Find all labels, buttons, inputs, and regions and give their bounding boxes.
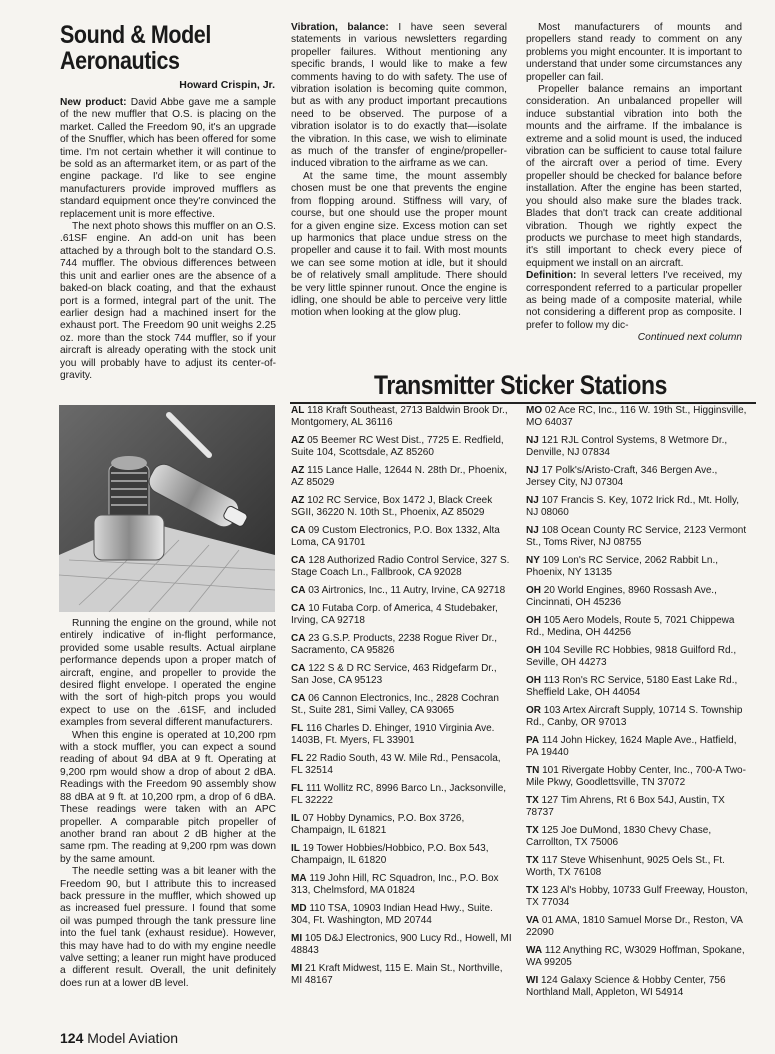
- state-code: FL: [291, 782, 304, 794]
- state-code: TX: [526, 825, 539, 836]
- station-address: 111 Wollitz RC, 8996 Barco Ln., Jacksonville, FL 32222: [291, 782, 507, 806]
- state-code: TX: [526, 885, 539, 896]
- sticker-station: [526, 555, 748, 580]
- station-address: 05 Beemer RC West Dist., 7725 E. Redfield, Suite 104, Scottsdale, AZ 85260: [291, 435, 504, 459]
- paragraph-text: Most manufacturers of mounts and propellers stand ready to comment on any problems you might encounter. It is important to understand that under some circumstances any propeller can fail.: [526, 22, 742, 83]
- station-address: 117 Steve Whisenhunt, 9025 Oels St., Ft. Worth, TX 76108: [526, 855, 725, 879]
- state-code: CA: [291, 602, 306, 614]
- station-address: 122 S & D RC Service, 463 Ridgefarm Dr., San Jose, CA 95123: [291, 662, 497, 686]
- state-code: OR: [526, 705, 541, 716]
- sticker-station: [526, 705, 748, 730]
- sticker-station: [291, 435, 512, 460]
- paragraph-lead: New product:: [60, 97, 127, 108]
- state-code: NJ: [526, 525, 539, 536]
- station-address: 09 Custom Electronics, P.O. Box 1332, Alta Loma, CA 91701: [291, 525, 500, 549]
- sticker-stations-title: Transmitter Sticker Stations: [374, 370, 667, 400]
- paragraph-text: When this engine is operated at 10,200 rpm with a stock muffler, you can expect a sound reading of about 94 dBA at 9 ft. Operating at 9,200 rpm would show a drop of about 2 dBA. Readings with the Freedom 90 assembly show 88 dBA at 9 ft. at 10,200 rpm, a drop of 6 dBA. These readings were taken with an APC propeller. A comparable pitch propeller of another brand ran about 2 dB higher at the same rpm. The reading at 9,200 rpm was down by the same amount.: [60, 729, 276, 865]
- state-code: AL: [291, 405, 305, 416]
- sticker-station: [291, 753, 512, 778]
- sticker-station: [291, 405, 512, 430]
- sticker-station: [291, 465, 512, 490]
- sticker-station: [291, 633, 512, 658]
- state-code: AZ: [291, 495, 305, 506]
- sticker-station: [526, 525, 748, 550]
- sticker-station: [526, 795, 748, 820]
- sticker-station: [291, 555, 512, 580]
- state-code: FL: [291, 722, 304, 734]
- publication-name: Model Aviation: [87, 1030, 179, 1046]
- state-code: NJ: [526, 435, 539, 446]
- state-code: OH: [526, 615, 541, 626]
- paragraph-text: The next photo shows this muffler on an O.S. .61SF engine. An add-on unit has been attached by a through bolt to the standard O.S. 744 muffler. The obvious differences between this unit and earlier ones are the absence of a baked-on black coating, and that the exhaust port is a formed, integral part of the unit. The earlier design had a machined insert for the exhaust port. The Freedom 90 unit weighs 2.25 oz. more than the stock 744 muffler, so if your aircraft is already operating with the stock unit you will probably have to adjust its center-of-gravity.: [60, 221, 276, 381]
- state-code: PA: [526, 735, 540, 746]
- sticker-station: [526, 915, 748, 940]
- state-code: OH: [526, 585, 541, 596]
- paragraph: [526, 22, 742, 84]
- page-footer: [60, 1030, 178, 1046]
- paragraph-lead: Vibration, balance:: [291, 22, 389, 33]
- sticker-station: [526, 855, 748, 880]
- sticker-station: [526, 585, 748, 610]
- station-address: 116 Charles D. Ehinger, 1910 Virginia Ave. 1403B, Ft. Myers, FL 33901: [291, 722, 495, 746]
- state-code: CA: [291, 662, 306, 674]
- paragraph-text: Running the engine on the ground, while not entirely indicative of in-flight performance, provided some usable results. Actual airplane performance depends upon a proper match of aircraft, engine, and propeller to provide the desired flight envelope. I operated the engine with the sort of high-pitch props you would expect to use on the .61SF, and included examples from several different manufacturers.: [60, 618, 276, 729]
- station-address: 02 Ace RC, Inc., 116 W. 19th St., Higginsville, MO 64037: [526, 405, 747, 429]
- state-code: NJ: [526, 495, 539, 506]
- state-code: VA: [526, 915, 540, 926]
- state-code: CA: [291, 632, 306, 644]
- state-code: OH: [526, 645, 541, 656]
- article-title: Sound & Model Aeronautics: [60, 21, 211, 75]
- state-code: NY: [526, 555, 540, 566]
- station-address: 107 Francis S. Key, 1072 Irick Rd., Mt. Holly, NJ 08060: [526, 495, 740, 519]
- paragraph-text: The needle setting was a bit leaner with the Freedom 90, but I attribute this to increased back pressure in the muffler, which showed up as increased fuel pressure. I found that some oil was pumped through the tank pressure line into the fuel tank (exhaust residue). However, this may have had to do with my engine needle valve setting; a leaner run might have produced a different result. Overall, the unit definitely does run at a lower dB level.: [60, 866, 276, 989]
- state-code: WI: [526, 975, 539, 986]
- sticker-station: [291, 813, 512, 838]
- station-address: 124 Galaxy Science & Hobby Center, 756 Northland Mall, Appleton, WI 54914: [526, 975, 726, 999]
- sticker-station: [291, 495, 512, 520]
- sticker-station: [526, 945, 748, 970]
- sticker-station: [291, 603, 512, 628]
- state-code: MI: [291, 962, 303, 974]
- station-address: 103 Artex Aircraft Supply, 10714 S. Township Rd., Canby, OR 97013: [526, 705, 743, 729]
- station-address: 17 Polk's/Aristo-Craft, 346 Bergen Ave., Jersey City, NJ 07304: [526, 465, 718, 489]
- paragraph: [526, 270, 742, 332]
- state-code: CA: [291, 555, 306, 566]
- station-address: 104 Seville RC Hobbies, 9818 Guilford Rd., Seville, OH 44273: [526, 645, 737, 669]
- station-address: 01 AMA, 1810 Samuel Morse Dr., Reston, VA 22090: [526, 915, 743, 939]
- station-address: 128 Authorized Radio Control Service, 327 S. Stage Coach Ln., Fallbrook, CA 92028: [291, 555, 510, 579]
- sticker-station: [291, 963, 512, 988]
- page-number: 124: [60, 1030, 84, 1046]
- title-rule: [290, 402, 756, 404]
- sticker-station: [291, 903, 512, 928]
- engine-muffler-photo: [59, 405, 275, 612]
- station-address: 109 Lon's RC Service, 2062 Rabbit Ln., Phoenix, NY 13135: [526, 555, 719, 579]
- state-code: FL: [291, 752, 304, 764]
- station-address: 102 RC Service, Box 1472 J, Black Creek SGII, 36220 N. 10th St., Phoenix, AZ 85029: [291, 495, 493, 519]
- station-address: 07 Hobby Dynamics, P.O. Box 3726, Champaign, IL 61821: [291, 812, 465, 836]
- sticker-station: [291, 663, 512, 688]
- station-address: 101 Rivergate Hobby Center, Inc., 700-A Two-Mile Pkwy, Goodlettsville, TN 37072: [526, 765, 746, 789]
- station-address: 06 Cannon Electronics, Inc., 2828 Cochran St., Suite 281, Simi Valley, CA 93065: [291, 692, 499, 716]
- station-address: 22 Radio South, 43 W. Mile Rd., Pensacola, FL 32514: [291, 752, 501, 776]
- state-code: TX: [526, 855, 539, 866]
- paragraph: [60, 221, 276, 382]
- paragraph-text: In several letters I've received, my correspondent referred to a particular propeller as being made of a composite material, while not considering a different prop as composite. I prefer to follow my dic-: [526, 270, 742, 331]
- article-column-3: [526, 22, 742, 358]
- station-address: 112 Anything RC, W3029 Hoffman, Spokane, WA 99205: [526, 945, 745, 969]
- paragraph: [60, 618, 276, 730]
- sticker-station: [291, 585, 512, 597]
- article-column-1b: [60, 618, 276, 1004]
- paragraph: [60, 866, 276, 990]
- state-code: IL: [291, 842, 300, 854]
- sticker-station: [526, 885, 748, 910]
- station-address: 119 John Hill, RC Squadron, Inc., P.O. Box 313, Chelmsford, MA 01824: [291, 872, 499, 896]
- station-address: 105 Aero Models, Route 5, 7021 Chippewa Rd., Medina, OH 44256: [526, 615, 735, 639]
- station-address: 113 Ron's RC Service, 5180 East Lake Rd., Sheffield Lake, OH 44054: [526, 675, 738, 699]
- sticker-station: [526, 735, 748, 760]
- state-code: IL: [291, 812, 300, 824]
- state-code: TN: [526, 765, 540, 776]
- state-code: CA: [291, 692, 306, 704]
- station-address: 108 Ocean County RC Service, 2123 Vermont St., Toms River, NJ 08755: [526, 525, 747, 549]
- station-address: 20 World Engines, 8960 Rossash Ave., Cincinnati, OH 45236: [526, 585, 717, 609]
- station-address: 03 Airtronics, Inc., 11 Autry, Irvine, CA 92718: [305, 585, 506, 596]
- continued-note: Continued next column: [637, 332, 742, 344]
- station-address: 23 G.S.P. Products, 2238 Rogue River Dr., Sacramento, CA 95826: [291, 632, 498, 656]
- station-address: 19 Tower Hobbies/Hobbico, P.O. Box 543, Champaign, IL 61820: [291, 842, 489, 866]
- paragraph: [291, 171, 507, 320]
- sticker-station: [526, 495, 748, 520]
- paragraph-text: At the same time, the mount assembly chosen must be one that prevents the engine from flopping around. Stiffness will vary, of course, but one should use the proper mount for a given engine size. Excess motion can set up harmonics that place undue stress on the propeller and cause it to fail. With most mounts we can see some motion at idle, but it should be of relatively small amplitude. There should be very little spinner runout. Once the engine is idling, one should be able to perceive very little motion when looking at the glow plug.: [291, 170, 507, 319]
- paragraph: [60, 97, 276, 221]
- station-address: 123 Al's Hobby, 10733 Gulf Freeway, Houston, TX 77034: [526, 885, 748, 909]
- sticker-station: [526, 465, 748, 490]
- sticker-station: [291, 843, 512, 868]
- sticker-station: [526, 825, 748, 850]
- sticker-station: [526, 615, 748, 640]
- station-address: 114 John Hickey, 1624 Maple Ave., Hatfield, PA 19440: [526, 735, 737, 759]
- sticker-station: [291, 933, 512, 958]
- paragraph-text: I have seen several statements in various newsletters regarding propeller failures. Without mentioning any specific brands, I would like to make a few comments having to do with safety. The use of vibration isolation is becoming quite common, but as with any product important precautions need to be observed. The purpose of a vibration isolator is to do exactly that—isolate the vibration. In this case, we wish to eliminate as much of the transfer of engine/propeller-induced vibration to the airframe as we can.: [291, 22, 507, 170]
- sticker-station: [291, 723, 512, 748]
- station-address: 125 Joe DuMond, 1830 Chevy Chase, Carrollton, TX 75006: [526, 825, 712, 849]
- sticker-station: [526, 765, 748, 790]
- sticker-station: [291, 693, 512, 718]
- state-code: NJ: [526, 465, 539, 476]
- state-code: CA: [291, 525, 306, 536]
- sticker-station: [526, 675, 748, 700]
- station-address: 118 Kraft Southeast, 2713 Baldwin Brook Dr., Montgomery, AL 36116: [291, 405, 508, 429]
- station-address: 115 Lance Halle, 12644 N. 28th Dr., Phoenix, AZ 85029: [291, 465, 508, 489]
- station-address: 10 Futaba Corp. of America, 4 Studebaker, Irving, CA 92718: [291, 602, 498, 626]
- paragraph: [60, 730, 276, 866]
- sticker-station: [291, 873, 512, 898]
- sticker-station: [526, 975, 748, 1000]
- station-address: 105 D&J Electronics, 900 Lucy Rd., Howell, MI 48843: [291, 932, 512, 956]
- paragraph-text: Propeller balance remains an important consideration. An unbalanced propeller will induce substantial vibration into both the mounts and the airframe. If the imbalance is extreme and a solid mount is used, the induced vibration can be sufficient to cause total failure of the aircraft over a period of time. Every propeller should be checked for balance before installation. After the engine has been started, you should also make sure the blades track. Blades that don't track can create additional vibration. Though we rightly expect the products we purchase to meet high standards, it's still important to check every piece of equipment we install on an aircraft.: [526, 84, 742, 269]
- article-byline: Howard Crispin, Jr.: [179, 79, 275, 91]
- article-column-2: [291, 22, 507, 358]
- sticker-station: [291, 525, 512, 550]
- state-code: MO: [526, 405, 543, 416]
- sticker-station: [526, 405, 748, 430]
- sticker-station: [291, 783, 512, 808]
- state-code: OH: [526, 675, 541, 686]
- state-code: MD: [291, 902, 307, 914]
- station-address: 121 RJL Control Systems, 8 Wetmore Dr., Denville, NJ 07834: [526, 435, 728, 459]
- sticker-list-right: [526, 405, 748, 1005]
- paragraph-lead: Definition:: [526, 270, 577, 282]
- station-address: 21 Kraft Midwest, 115 E. Main St., Northville, MI 48167: [291, 962, 503, 986]
- state-code: CA: [291, 585, 306, 596]
- state-code: WA: [526, 945, 543, 956]
- state-code: MI: [291, 932, 303, 944]
- sticker-list-left: [291, 405, 512, 993]
- sticker-station: [526, 435, 748, 460]
- state-code: AZ: [291, 435, 305, 446]
- state-code: AZ: [291, 465, 305, 476]
- paragraph: [526, 84, 742, 270]
- station-address: 110 TSA, 10903 Indian Head Hwy., Suite. 304, Ft. Washington, MD 20744: [291, 902, 493, 926]
- station-address: 127 Tim Ahrens, Rt 6 Box 54J, Austin, TX 78737: [526, 795, 725, 819]
- state-code: MA: [291, 872, 307, 884]
- article-column-1: [60, 97, 276, 397]
- state-code: TX: [526, 795, 539, 806]
- paragraph-text: David Abbe gave me a sample of the new muffler that O.S. is placing on the market. Called the Freedom 90, it's an upgrade of the Snuffler, which has been offered for some time. I'm not certain whether it will continue to be sold as an aftermarket item, or as part of the engine package. I'd like to see engine manufacturers provide improved mufflers as standard equipment once they're convinced the replacement unit is more effective.: [60, 97, 276, 220]
- sticker-station: [526, 645, 748, 670]
- paragraph: [291, 22, 507, 171]
